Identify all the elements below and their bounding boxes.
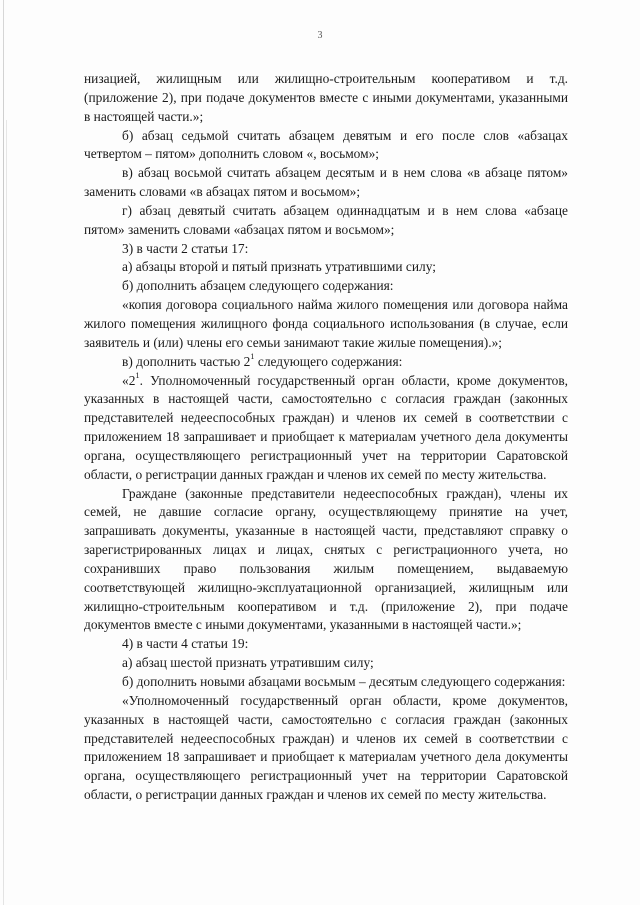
paragraph-article-17: 3) в части 2 статьи 17: (122, 240, 249, 256)
paragraph-item-b-new: б) дополнить новыми абзацами восьмым – десятым следующего содержания: (122, 674, 566, 689)
document-body (84, 70, 568, 805)
paragraph-item-g-ninth: г) абзац девятый считать абзацем одиннадцатым и в нем слова «абзаце пятом» заменить словами «абзацах пятом и восьмом»; (84, 202, 568, 237)
text-after-sup: . Уполномоченный государственный орган области, кроме документов, указанных в настоящей части, самостоятельно с согласия граждан (законных представителей недееспособных граждан) и членов их семей в соответствии с приложением 18 запрашивает и приобщает к материалам учетного дела документы органа, осуществляющего регистрационный учет на территории Саратовской области, о регистрации данных граждан и членов их семей по месту жительства. (84, 372, 568, 482)
text-before-sup: «2 (122, 372, 136, 388)
paragraph-citizens-consent: Граждане (законные представители недееспособных граждан), члены их семей, не давшие согласие органу, осуществляющему принятие на учет, запрашивать документы, указанные в настоящей части, представляют справку о зарегистрированных лицах и лицах, снятых с регистрационного учета, но сохранивших право пользования жилым помещением, выдаваемую соответствующей жилищно-эксплуатационной организацией, жилищным или жилищно-строительным кооперативом и т.д. (приложение 2), при подаче документов вместе с иными документами, указанными в настоящей части.»; (84, 485, 568, 633)
paragraph-item-v-part-2-1 (84, 353, 568, 372)
paragraph-item-v-eighth: в) абзац восьмой считать абзацем десятым и в нем слова «в абзаце пятом» заменить словами «в абзацах пятом и восьмом»; (84, 165, 568, 200)
paragraph-continuation: низацией, жилищным или жилищно-строительным кооперативом и т.д. (приложение 2), при подаче документов вместе с иными документами, указанными в настоящей части.»; (84, 71, 568, 124)
paragraph-quote-contract: «копия договора социального найма жилого помещения или договора найма жилого помещения жилищного фонда социального использования (в случае, если заявитель и (или) члены его семьи занимают такие жилые помещения).»; (84, 297, 568, 350)
paragraph-item-b-add: б) дополнить абзацем следующего содержания: (122, 278, 394, 294)
superscript: 1 (135, 370, 140, 381)
paragraph-quote-authority: «Уполномоченный государственный орган области, кроме документов, указанных в настоящей части, самостоятельно с согласия граждан (законных представителей недееспособных граждан) и членов их семей в соответствии с приложением 18 запрашивает и приобщает к материалам учетного дела документы органа, осуществляющего регистрационный учет на территории Саратовской области, о регистрации данных граждан и членов их семей по месту жительства. (84, 692, 568, 803)
scan-edge-line-faint (6, 120, 7, 680)
page-number: 3 (317, 30, 323, 41)
paragraph-article-19: 4) в части 4 статьи 19: (122, 636, 249, 652)
paragraph-item-a-sixth: а) абзац шестой признать утратившим силу; (122, 655, 374, 671)
text-before-sup: в) дополнить частью 2 (122, 353, 251, 369)
paragraph-part-2-1-text (84, 372, 568, 485)
text-after-sup: следующего содержания: (254, 353, 403, 369)
superscript: 1 (250, 351, 255, 362)
scan-edge-line (3, 0, 4, 905)
paragraph-item-b-seventh: б) абзац седьмой считать абзацем девятым и его после слов «абзацах четвертом – пятом» дополнить словом «, восьмом»; (84, 127, 568, 162)
paragraph-item-a-repeal: а) абзацы второй и пятый признать утратившими силу; (122, 259, 436, 275)
